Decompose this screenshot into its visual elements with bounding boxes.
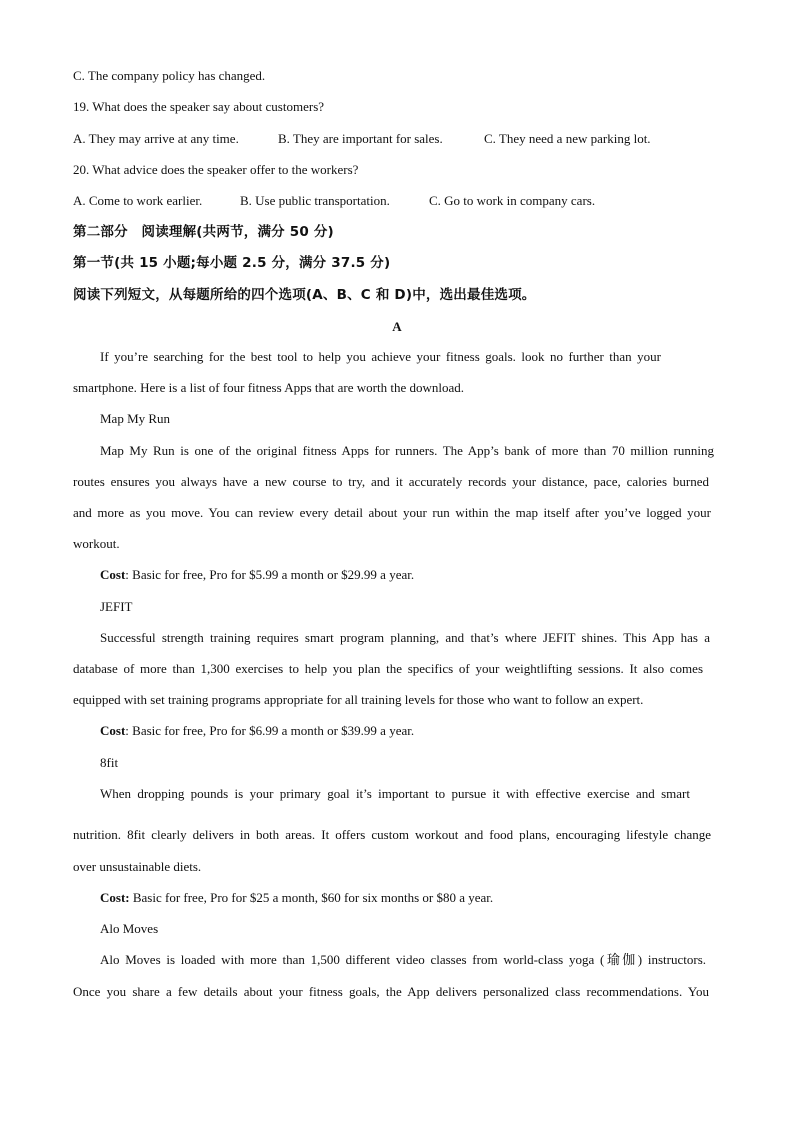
cost-text: : Basic for free, Pro for $6.99 a month or $39.99 a year. [125, 723, 415, 738]
app-name-jefit: JEFIT [100, 599, 133, 614]
intro-line-2: smartphone. Here is a list of four fitness Apps that are worth the download. [73, 380, 464, 395]
cost-label: Cost: [100, 890, 130, 905]
q20-question: 20. What advice does the speaker offer to the workers? [73, 162, 359, 177]
q19-option-c: C. They need a new parking lot. [484, 131, 651, 146]
app-name-map-my-run: Map My Run [100, 411, 171, 426]
cost-line-8fit [100, 890, 493, 906]
subsection-title: 第一节(共 15 小题;每小题 2.5 分，满分 37.5 分) [73, 255, 391, 271]
app-text-line: Successful strength training requires smart program planning, and that’s where JEFIT shines. This App has a [100, 630, 710, 645]
app-text-line: Map My Run is one of the original fitness Apps for runners. The App’s bank of more than 70 million running [100, 443, 714, 458]
app-name-alo-moves: Alo Moves [100, 921, 159, 936]
q20-option-a: A. Come to work earlier. [73, 193, 203, 208]
cost-label: Cost [100, 723, 126, 738]
app-text-line: database of more than 1,300 exercises to help you plan the specifics of your weightlifting sessions. It also comes [73, 661, 703, 676]
app-text-line: Alo Moves is loaded with more than 1,500 different video classes from world-class yoga (瑜伽) instructors. [100, 952, 706, 967]
app-text-line: routes ensures you always have a new course to try, and it accurately records your distance, pace, calories burned [73, 474, 709, 489]
passage-label: A [392, 319, 402, 334]
app-text-line: Once you share a few details about your fitness goals, the App delivers personalized class recommendations. You [73, 984, 709, 999]
instruction: 阅读下列短文，从每题所给的四个选项(A、B、C 和 D)中，选出最佳选项。 [73, 287, 536, 303]
cost-label: Cost [100, 567, 126, 582]
cost-line-map-my-run [100, 567, 414, 583]
app-text-line: equipped with set training programs appropriate for all training levels for those who want to follow an expert. [73, 692, 644, 707]
app-text-line: over unsustainable diets. [73, 859, 202, 874]
part-title: 第二部分 阅读理解(共两节，满分 50 分) [73, 224, 334, 240]
cost-line-jefit [100, 723, 414, 739]
q18-option-c: C. The company policy has changed. [73, 68, 266, 83]
intro-line-1: If you’re searching for the best tool to help you achieve your fitness goals. look no further than your [100, 349, 661, 364]
q20-option-b: B. Use public transportation. [240, 193, 390, 208]
q20-option-c: C. Go to work in company cars. [429, 193, 596, 208]
app-text-line: nutrition. 8fit clearly delivers in both areas. It offers custom workout and food plans, encouraging lifestyle change [73, 827, 711, 842]
app-name-8fit: 8fit [100, 755, 119, 770]
app-text-line: and more as you move. You can review every detail about your run within the map itself after you’ve logged your [73, 505, 711, 520]
app-text-line: When dropping pounds is your primary goal it’s important to pursue it with effective exercise and smart [100, 786, 690, 801]
q19-option-b: B. They are important for sales. [278, 131, 443, 146]
app-text-line: workout. [73, 536, 120, 551]
q19-option-a: A. They may arrive at any time. [73, 131, 239, 146]
cost-text: Basic for free, Pro for $25 a month, $60 for six months or $80 a year. [129, 890, 494, 905]
cost-text: : Basic for free, Pro for $5.99 a month or $29.99 a year. [125, 567, 415, 582]
q19-question: 19. What does the speaker say about customers? [73, 99, 325, 114]
